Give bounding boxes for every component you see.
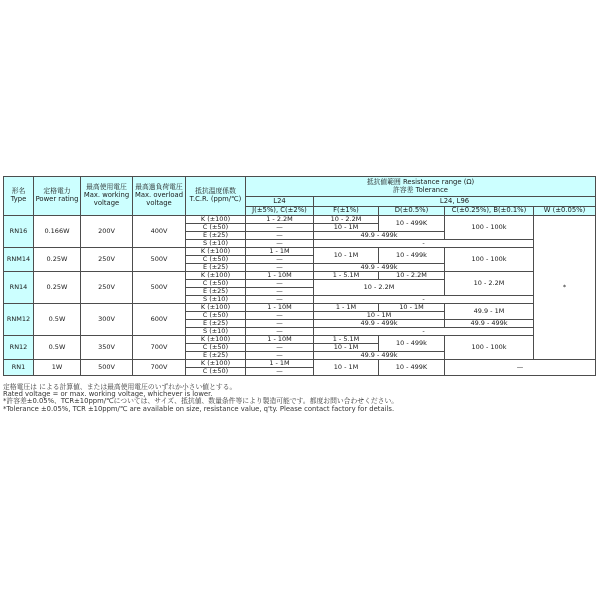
- cell-range-f: 1 - 1M: [314, 304, 379, 312]
- cell-tcr: S (±10): [186, 296, 246, 304]
- cell-range-d: 10 - 1M: [379, 304, 445, 312]
- cell-tcr: C (±50): [186, 344, 246, 352]
- cell-power: 0.5W: [34, 336, 81, 360]
- tol-header-j-c: J(±5%), C(±2%): [246, 207, 314, 216]
- cell-range-cb: 49.9 - 499k: [445, 320, 534, 328]
- cell-range-f: 10 - 1M: [314, 224, 379, 232]
- cell-range-f: 10 - 1M: [314, 344, 379, 352]
- cell-max-overload-voltage: 400V: [133, 216, 186, 248]
- cell-range-fd: 10 - 2.2M: [314, 280, 445, 296]
- cell-range-cb: 49.9 - 1M: [445, 304, 534, 320]
- col-header-type: 形名 Type: [4, 177, 34, 216]
- cell-range-f: 1 - 5.1M: [314, 336, 379, 344]
- tol-header-w: W (±0.05%): [534, 207, 596, 216]
- cell-max-working-voltage: 300V: [81, 304, 133, 336]
- header-row-1: [4, 177, 596, 197]
- cell-power: 1W: [34, 360, 81, 376]
- cell-power: 0.5W: [34, 304, 81, 336]
- cell-range-fdcb: -: [314, 240, 534, 248]
- cell-range-j: —: [246, 288, 314, 296]
- cell-range-fd: 49.9 - 499k: [314, 232, 445, 240]
- cell-tcr: E (±25): [186, 288, 246, 296]
- cell-range-d: 10 - 499k: [379, 248, 445, 264]
- cell-max-working-voltage: 250V: [81, 272, 133, 304]
- cell-range-cb: 100 - 100k: [445, 216, 534, 240]
- cell-max-overload-voltage: 600V: [133, 304, 186, 336]
- col-header-resistance-range: 抵抗値範囲 Resistance range (Ω) 許容差 Tolerance: [246, 177, 596, 197]
- cell-tcr: K (±100): [186, 272, 246, 280]
- cell-range-j: 1 - 10M: [246, 304, 314, 312]
- cell-max-overload-voltage: 500V: [133, 272, 186, 304]
- cell-tcr: C (±50): [186, 312, 246, 320]
- cell-range-cbw: —: [445, 360, 596, 376]
- cell-tcr: E (±25): [186, 264, 246, 272]
- cell-range-f: 10 - 1M: [314, 360, 379, 376]
- cell-range-d: 10 - 499K: [379, 216, 445, 232]
- cell-range-j: 1 - 1M: [246, 248, 314, 256]
- cell-tcr: E (±25): [186, 320, 246, 328]
- cell-range-f: 10 - 2.2M: [314, 216, 379, 224]
- cell-range-cb: 100 - 100k: [445, 248, 534, 272]
- footnote-rated-voltage-jp: 定格電圧は による計算値、または最高使用電圧のいずれか小さい値とする。: [3, 383, 237, 391]
- cell-tcr: K (±100): [186, 336, 246, 344]
- cell-tcr: C (±50): [186, 368, 246, 376]
- cell-range-fd: 49.9 - 499k: [314, 320, 445, 328]
- cell-range-cb: 100 - 100k: [445, 336, 534, 360]
- cell-range-f: 1 - 5.1M: [314, 272, 379, 280]
- cell-range-j: —: [246, 280, 314, 288]
- cell-tcr: K (±100): [186, 360, 246, 368]
- cell-range-j: —: [246, 264, 314, 272]
- cell-range-j: —: [246, 320, 314, 328]
- group-header-l24: L24: [246, 197, 314, 207]
- cell-tcr: C (±50): [186, 280, 246, 288]
- cell-range-f: 10 - 1M: [314, 248, 379, 264]
- table-row: [4, 360, 596, 368]
- tol-header-f: F(±1%): [314, 207, 379, 216]
- cell-range-fd: 10 - 1M: [314, 312, 445, 320]
- cell-type: RN12: [4, 336, 34, 360]
- cell-power: 0.166W: [34, 216, 81, 248]
- cell-tcr: K (±100): [186, 216, 246, 224]
- cell-range-j: —: [246, 312, 314, 320]
- cell-tcr: K (±100): [186, 304, 246, 312]
- table-row: [4, 272, 596, 280]
- cell-range-j: 1 - 10M: [246, 272, 314, 280]
- table-row: [4, 304, 596, 312]
- tol-header-d: D(±0.5%): [379, 207, 445, 216]
- cell-range-d: 10 - 2.2M: [379, 272, 445, 280]
- cell-tcr: S (±10): [186, 328, 246, 336]
- cell-range-d: 10 - 499K: [379, 360, 445, 376]
- cell-range-j: —: [246, 352, 314, 360]
- cell-type: RN14: [4, 272, 34, 304]
- cell-max-working-voltage: 500V: [81, 360, 133, 376]
- cell-range-j: —: [246, 256, 314, 264]
- cell-type: RN1: [4, 360, 34, 376]
- cell-range-j: —: [246, 240, 314, 248]
- cell-tcr: K (±100): [186, 248, 246, 256]
- cell-range-j: 1 - 10M: [246, 336, 314, 344]
- cell-type: RN16: [4, 216, 34, 248]
- cell-tcr: E (±25): [186, 352, 246, 360]
- resistor-spec-table: [3, 176, 596, 376]
- cell-range-j: 1 - 2.2M: [246, 216, 314, 224]
- cell-range-fdcb: -: [314, 328, 534, 336]
- tol-header-c-b: C(±0.25%), B(±0.1%): [445, 207, 534, 216]
- col-header-max-overload-voltage: 最高過負荷電圧 Max. overload voltage: [133, 177, 186, 216]
- footnote-rated-voltage-en: Rated voltage = or max. working voltage, whichever is lower.: [3, 390, 213, 399]
- cell-range-j: 1 - 1M: [246, 360, 314, 368]
- cell-type: RNM14: [4, 248, 34, 272]
- cell-range-j: —: [246, 224, 314, 232]
- cell-range-fdcb: -: [314, 296, 534, 304]
- cell-max-overload-voltage: 500V: [133, 248, 186, 272]
- col-header-tcr: 抵抗温度係数 T.C.R. (ppm/℃): [186, 177, 246, 216]
- cell-max-overload-voltage: 700V: [133, 360, 186, 376]
- footnote-tolerance-en: *Tolerance ±0.05%, TCR ±10ppm/℃ are available on size, resistance value, q'ty. Please contact factory for details.: [3, 404, 395, 413]
- cell-range-j: —: [246, 296, 314, 304]
- table-row: [4, 216, 596, 224]
- cell-range-fd: 49.9 - 499k: [314, 352, 445, 360]
- cell-tcr: C (±50): [186, 224, 246, 232]
- cell-max-working-voltage: 250V: [81, 248, 133, 272]
- col-header-max-working-voltage: 最高使用電圧 Max. working voltage: [81, 177, 133, 216]
- footnote-tolerance-jp: *許容差±0.05%、TCR±10ppm/℃については、サイズ、抵抗値、数量条件等により製造可能です。都度お問い合わせください。: [3, 397, 399, 406]
- cell-range-j: —: [246, 232, 314, 240]
- cell-type: RNM12: [4, 304, 34, 336]
- cell-max-working-voltage: 200V: [81, 216, 133, 248]
- cell-tcr: C (±50): [186, 256, 246, 264]
- cell-max-overload-voltage: 700V: [133, 336, 186, 360]
- cell-range-j: —: [246, 344, 314, 352]
- cell-power: 0.25W: [34, 272, 81, 304]
- col-header-power-rating: 定格電力 Power rating: [34, 177, 81, 216]
- cell-range-d: 10 - 499k: [379, 336, 445, 352]
- cell-range-w-note: *: [534, 216, 596, 360]
- cell-range-j: —: [246, 368, 314, 376]
- cell-range-fd: 49.9 - 499k: [314, 264, 445, 272]
- footnotes: [3, 384, 597, 413]
- table-row: [4, 336, 596, 344]
- cell-power: 0.25W: [34, 248, 81, 272]
- table-row: [4, 248, 596, 256]
- cell-range-cb: 10 - 2.2M: [445, 272, 534, 296]
- cell-tcr: E (±25): [186, 232, 246, 240]
- group-header-l24-l96: L24, L96: [314, 197, 596, 207]
- cell-tcr: S (±10): [186, 240, 246, 248]
- cell-range-j: —: [246, 328, 314, 336]
- cell-max-working-voltage: 350V: [81, 336, 133, 360]
